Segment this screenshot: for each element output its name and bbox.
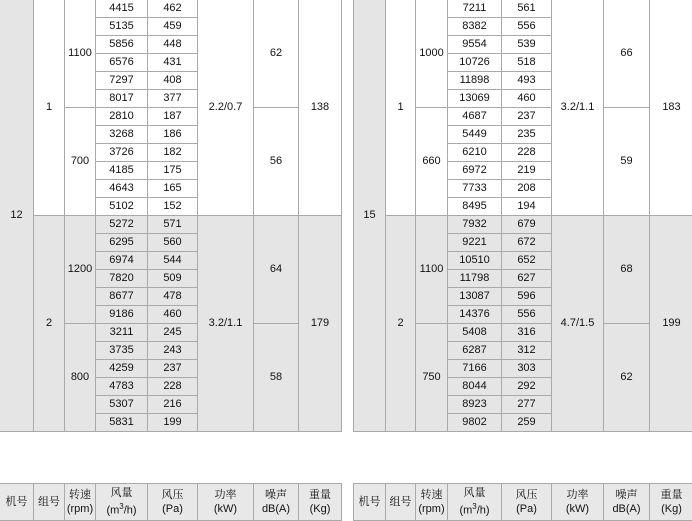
- pressure-cell: 292: [502, 378, 552, 396]
- group-no-cell: 1: [386, 0, 416, 216]
- airflow-cell: 9186: [96, 306, 148, 324]
- right-table-body: [354, 0, 692, 432]
- airflow-cell: 9802: [448, 414, 502, 432]
- machine-no-cell: 12: [0, 0, 34, 432]
- pressure-cell: 259: [502, 414, 552, 432]
- pressure-cell: 245: [148, 324, 198, 342]
- pressure-cell: 596: [502, 288, 552, 306]
- weight-cell: 199: [650, 216, 692, 432]
- airflow-cell: 2810: [96, 108, 148, 126]
- pressure-cell: 539: [502, 36, 552, 54]
- pressure-cell: 377: [148, 90, 198, 108]
- pressure-cell: 152: [148, 198, 198, 216]
- header-group-no: 组号: [34, 484, 65, 521]
- airflow-cell: 5102: [96, 198, 148, 216]
- header-weight: 重量 (Kg): [650, 484, 692, 521]
- header-pressure: 风压 (Pa): [502, 484, 552, 521]
- airflow-cell: 6576: [96, 54, 148, 72]
- pressure-cell: 175: [148, 162, 198, 180]
- pressure-cell: 312: [502, 342, 552, 360]
- pressure-cell: 237: [502, 108, 552, 126]
- airflow-cell: 5831: [96, 414, 148, 432]
- pressure-cell: 431: [148, 54, 198, 72]
- header-power: 功率 (kW): [198, 484, 254, 521]
- header-noise: 噪声 dB(A): [604, 484, 650, 521]
- pressure-cell: 478: [148, 288, 198, 306]
- speed-cell: 1000: [416, 0, 448, 108]
- airflow-cell: 3735: [96, 342, 148, 360]
- weight-cell: 183: [650, 0, 692, 216]
- pressure-cell: 216: [148, 396, 198, 414]
- speed-cell: 700: [65, 108, 96, 216]
- airflow-cell: 7211: [448, 0, 502, 18]
- weight-cell: 179: [299, 216, 342, 432]
- airflow-cell: 13087: [448, 288, 502, 306]
- pressure-cell: 509: [148, 270, 198, 288]
- left-table-body: [0, 0, 342, 432]
- airflow-cell: 4643: [96, 180, 148, 198]
- table-row: [354, 216, 692, 234]
- pressure-cell: 208: [502, 180, 552, 198]
- power-cell: 3.2/1.1: [552, 0, 604, 216]
- table-gap: [340, 0, 354, 432]
- header-machine-no: 机号: [354, 484, 386, 521]
- pressure-cell: 460: [148, 306, 198, 324]
- speed-cell: 1100: [416, 216, 448, 324]
- pressure-cell: 544: [148, 252, 198, 270]
- airflow-cell: 10726: [448, 54, 502, 72]
- noise-cell: 58: [254, 324, 299, 432]
- pressure-cell: 186: [148, 126, 198, 144]
- airflow-cell: 7733: [448, 180, 502, 198]
- header-noise: 噪声 dB(A): [254, 484, 299, 521]
- pressure-cell: 237: [148, 360, 198, 378]
- noise-cell: 62: [254, 0, 299, 108]
- airflow-cell: 6295: [96, 234, 148, 252]
- group-no-cell: 2: [386, 216, 416, 432]
- table-row: [0, 0, 342, 18]
- header-power: 功率 (kW): [552, 484, 604, 521]
- header-weight: 重量 (Kg): [299, 484, 342, 521]
- left-header-table: [0, 483, 342, 521]
- left-performance-table: [0, 0, 342, 432]
- pressure-cell: 652: [502, 252, 552, 270]
- pressure-cell: 219: [502, 162, 552, 180]
- speed-cell: 800: [65, 324, 96, 432]
- airflow-cell: 8017: [96, 90, 148, 108]
- airflow-cell: 5449: [448, 126, 502, 144]
- power-cell: 2.2/0.7: [198, 0, 254, 216]
- right-header-table: [353, 483, 692, 521]
- noise-cell: 59: [604, 108, 650, 216]
- noise-cell: 64: [254, 216, 299, 324]
- speed-cell: 660: [416, 108, 448, 216]
- speed-cell: 1200: [65, 216, 96, 324]
- pressure-cell: 561: [502, 0, 552, 18]
- pressure-cell: 679: [502, 216, 552, 234]
- pressure-cell: 194: [502, 198, 552, 216]
- header-speed: 转速 (rpm): [65, 484, 96, 521]
- airflow-cell: 6972: [448, 162, 502, 180]
- pressure-cell: 462: [148, 0, 198, 18]
- airflow-cell: 4415: [96, 0, 148, 18]
- header-group-no: 组号: [386, 484, 416, 521]
- airflow-cell: 4259: [96, 360, 148, 378]
- weight-cell: 138: [299, 0, 342, 216]
- group-no-cell: 1: [34, 0, 65, 216]
- airflow-cell: 8495: [448, 198, 502, 216]
- pressure-cell: 672: [502, 234, 552, 252]
- noise-cell: 66: [604, 0, 650, 108]
- pressure-cell: 493: [502, 72, 552, 90]
- airflow-cell: 10510: [448, 252, 502, 270]
- header-machine-no: 机号: [0, 484, 34, 521]
- airflow-cell: 7166: [448, 360, 502, 378]
- airflow-cell: 14376: [448, 306, 502, 324]
- pressure-cell: 518: [502, 54, 552, 72]
- pressure-cell: 228: [502, 144, 552, 162]
- table-row: [0, 216, 342, 234]
- airflow-cell: 11798: [448, 270, 502, 288]
- airflow-cell: 7932: [448, 216, 502, 234]
- airflow-cell: 13069: [448, 90, 502, 108]
- airflow-cell: 5408: [448, 324, 502, 342]
- airflow-cell: 5307: [96, 396, 148, 414]
- pressure-cell: 459: [148, 18, 198, 36]
- pressure-cell: 627: [502, 270, 552, 288]
- airflow-cell: 8382: [448, 18, 502, 36]
- header-airflow: 风量 $(m^3/h)$: [96, 484, 148, 521]
- speed-cell: 1100: [65, 0, 96, 108]
- pressure-cell: 235: [502, 126, 552, 144]
- airflow-cell: 6210: [448, 144, 502, 162]
- pressure-cell: 199: [148, 414, 198, 432]
- pressure-cell: 165: [148, 180, 198, 198]
- speed-cell: 750: [416, 324, 448, 432]
- right-performance-table: [353, 0, 692, 432]
- pressure-cell: 460: [502, 90, 552, 108]
- noise-cell: 68: [604, 216, 650, 324]
- pressure-cell: 228: [148, 378, 198, 396]
- pressure-cell: 243: [148, 342, 198, 360]
- power-cell: 4.7/1.5: [552, 216, 604, 432]
- header-pressure: 风压 (Pa): [148, 484, 198, 521]
- pressure-cell: 187: [148, 108, 198, 126]
- airflow-cell: 5135: [96, 18, 148, 36]
- noise-cell: 62: [604, 324, 650, 432]
- airflow-cell: 9221: [448, 234, 502, 252]
- pressure-cell: 556: [502, 306, 552, 324]
- pressure-cell: 560: [148, 234, 198, 252]
- power-cell: 3.2/1.1: [198, 216, 254, 432]
- airflow-cell: 8677: [96, 288, 148, 306]
- airflow-cell: 4783: [96, 378, 148, 396]
- airflow-cell: 7820: [96, 270, 148, 288]
- pressure-cell: 556: [502, 18, 552, 36]
- noise-cell: 56: [254, 108, 299, 216]
- airflow-cell: 3726: [96, 144, 148, 162]
- airflow-cell: 6287: [448, 342, 502, 360]
- pressure-cell: 448: [148, 36, 198, 54]
- pressure-cell: 303: [502, 360, 552, 378]
- airflow-cell: 8923: [448, 396, 502, 414]
- airflow-cell: 3211: [96, 324, 148, 342]
- airflow-cell: 4687: [448, 108, 502, 126]
- header-speed: 转速 (rpm): [416, 484, 448, 521]
- pressure-cell: 182: [148, 144, 198, 162]
- airflow-cell: 8044: [448, 378, 502, 396]
- airflow-cell: 9554: [448, 36, 502, 54]
- airflow-cell: 5272: [96, 216, 148, 234]
- airflow-cell: 3268: [96, 126, 148, 144]
- airflow-cell: 7297: [96, 72, 148, 90]
- machine-no-cell: 15: [354, 0, 386, 432]
- group-no-cell: 2: [34, 216, 65, 432]
- pressure-cell: 277: [502, 396, 552, 414]
- airflow-cell: 11898: [448, 72, 502, 90]
- airflow-cell: 4185: [96, 162, 148, 180]
- header-airflow: 风量 $(m^3/h)$: [448, 484, 502, 521]
- table-row: [354, 0, 692, 18]
- pressure-cell: 316: [502, 324, 552, 342]
- pressure-cell: 571: [148, 216, 198, 234]
- airflow-cell: 5856: [96, 36, 148, 54]
- pressure-cell: 408: [148, 72, 198, 90]
- airflow-cell: 6974: [96, 252, 148, 270]
